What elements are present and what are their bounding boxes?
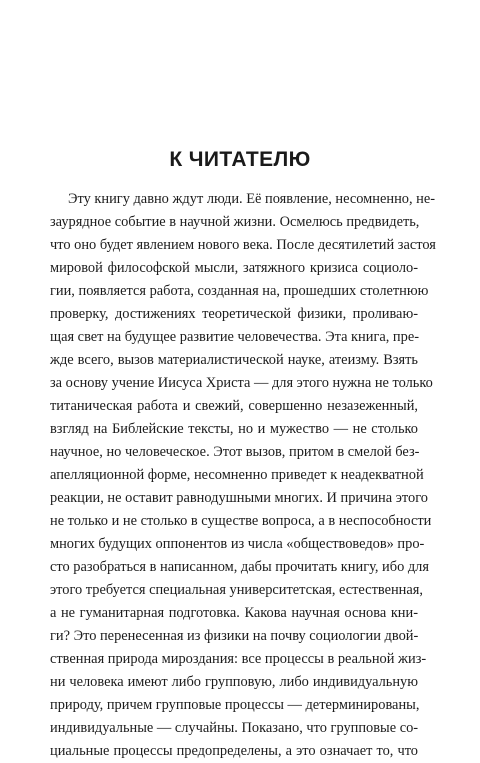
- text-line: ги? Это перенесенная из физики на почву социологии двой-: [50, 628, 419, 644]
- text-line: сто разобраться в написанном, дабы прочитать книгу, ибо для: [50, 559, 429, 575]
- text-line: а не гуманитарная подготовка. Какова научная основа кни-: [50, 605, 418, 621]
- text-line: не только и не столько в существе вопроса, а в неспособности: [50, 513, 432, 529]
- text-line: ственная природа мироздания: все процессы в реальной жиз-: [50, 651, 427, 667]
- text-line: жде всего, вызов материалистической науке, атеизму. Взять: [50, 352, 418, 368]
- text-line: многих будущих оппонентов из числа «обществоведов» про-: [50, 536, 425, 552]
- chapter-heading: К ЧИТАТЕЛЮ: [169, 148, 311, 171]
- text-line: ни человека имеют либо групповую, либо индивидуальную: [50, 674, 418, 690]
- text-line: циальные процессы предопределены, а это означает то, что: [50, 743, 418, 759]
- text-line: взгляд на Библейские тексты, но и мужество — не столько: [50, 421, 418, 437]
- text-line: щая свет на будущее развитие человечества. Эта книга, пре-: [50, 329, 420, 345]
- text-line: что оно будет явлением нового века. После десятилетий застоя: [50, 237, 436, 253]
- text-line: проверку, достижениях теоретической физики, проливаю-: [50, 306, 418, 322]
- text-line: реакции, не оставит равнодушными многих. И причина этого: [50, 490, 428, 506]
- text-line: апелляционной форме, несомненно приведет к неадекватной: [50, 467, 424, 483]
- body-paragraph: [50, 188, 436, 763]
- text-line: титаническая работа и свежий, совершенно незазеженный,: [50, 398, 418, 414]
- text-line: за основу учение Иисуса Христа — для этого нужна не только: [50, 375, 433, 391]
- text-line: индивидуальные — случайны. Показано, что групповые со-: [50, 720, 419, 736]
- text-line: гии, появляется работа, созданная на, прошедших столетнюю: [50, 283, 429, 299]
- text-line: этого требуется специальная университетская, естественная,: [50, 582, 423, 598]
- text-line: мировой философской мысли, затяжного кризиса социоло-: [50, 260, 418, 276]
- text-line: природу, причем групповые процессы — детерминированы,: [50, 697, 420, 713]
- text-line: заурядное событие в научной жизни. Осмелюсь предвидеть,: [50, 214, 420, 230]
- text-line: Эту книгу давно ждут люди. Её появление, несомненно, не-: [68, 191, 436, 207]
- text-line: научное, но человеческое. Этот вызов, притом в смелой без-: [50, 444, 420, 460]
